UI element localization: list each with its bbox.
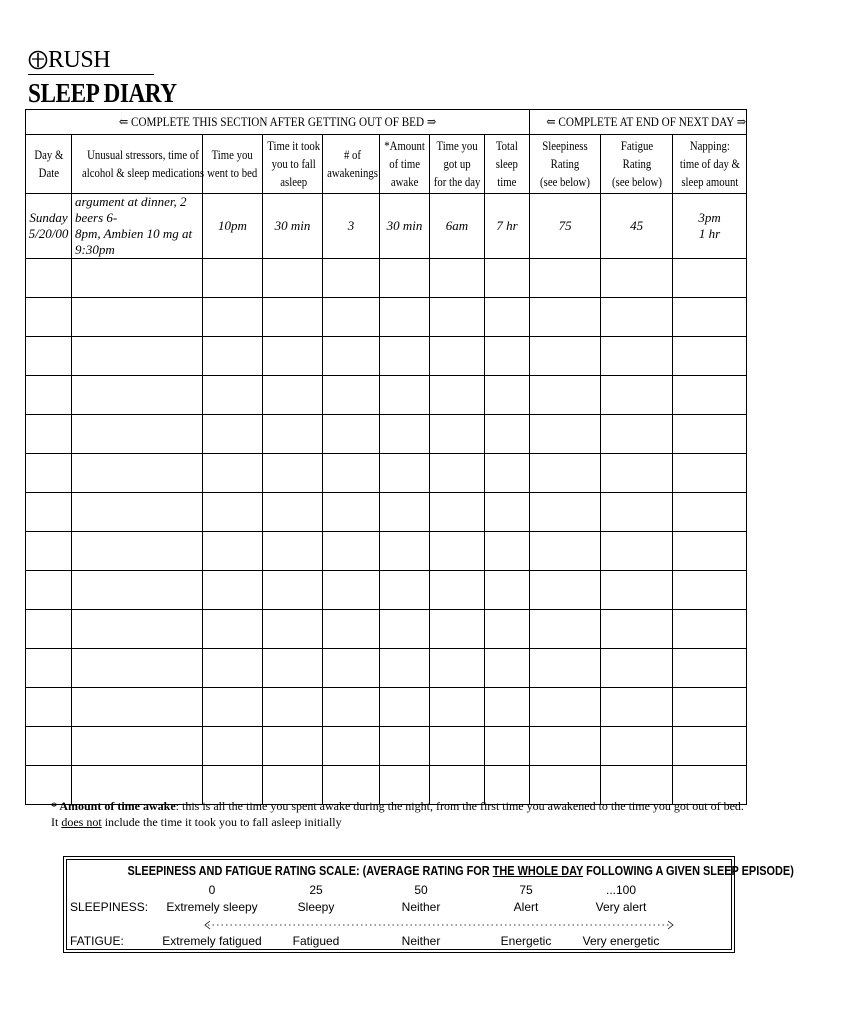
entry-cell[interactable]	[601, 376, 673, 415]
entry-cell[interactable]	[485, 337, 530, 376]
entry-cell[interactable]	[673, 493, 747, 532]
entry-cell[interactable]	[380, 649, 430, 688]
sleep-diary-table	[25, 109, 747, 805]
entry-cell[interactable]	[530, 298, 601, 337]
column-header-3: Time it took you to fall asleep	[263, 135, 323, 194]
rating-scale-box	[63, 856, 794, 953]
entry-cell[interactable]	[485, 532, 530, 571]
entry-cell[interactable]	[263, 376, 323, 415]
entry-cell[interactable]	[263, 532, 323, 571]
entry-cell[interactable]	[263, 337, 323, 376]
page-title: SLEEP DIARY	[28, 78, 177, 108]
column-header-0: Day & Date	[26, 135, 72, 194]
entry-cell[interactable]	[601, 415, 673, 454]
example-day-date: Sunday 5/20/00	[26, 194, 72, 259]
example-row	[26, 194, 747, 259]
entry-cell[interactable]	[203, 376, 263, 415]
example-awakenings: 3	[323, 194, 380, 259]
example-awake-amount: 30 min	[380, 194, 430, 259]
entry-cell[interactable]	[323, 259, 380, 298]
entry-cell[interactable]	[673, 571, 747, 610]
entry-cell[interactable]	[380, 337, 430, 376]
entry-cell[interactable]	[485, 727, 530, 766]
column-header-6: Time you got up for the day	[430, 135, 485, 194]
entry-cell[interactable]	[323, 337, 380, 376]
fatigue-label: FATIGUE:	[70, 934, 124, 948]
entry-cell[interactable]	[530, 493, 601, 532]
column-header-1: Unusual stressors, time of alcohol & sleep medications	[72, 135, 203, 194]
entry-cell[interactable]	[26, 610, 72, 649]
entry-cell[interactable]	[263, 415, 323, 454]
footnote-text: : this is all the time you spent awake during the night, from the first time you awakened to the time you got out of bed. It	[51, 799, 744, 829]
section-next-day: ⇐ COMPLETE AT END OF NEXT DAY ⇒	[530, 110, 747, 135]
entry-cell[interactable]	[263, 259, 323, 298]
entry-cell[interactable]	[323, 610, 380, 649]
entry-cell[interactable]	[380, 259, 430, 298]
logo-text: RUSH	[48, 47, 111, 73]
entry-cell[interactable]	[203, 532, 263, 571]
entry-cell[interactable]	[485, 610, 530, 649]
entry-cell[interactable]	[26, 727, 72, 766]
entry-cell[interactable]	[203, 415, 263, 454]
footnote	[51, 798, 746, 830]
entry-cell[interactable]	[323, 493, 380, 532]
sleepiness-25: Sleepy	[297, 900, 335, 914]
column-header-5: *Amount of time awake	[380, 135, 430, 194]
entry-cell[interactable]	[530, 727, 601, 766]
entry-cell[interactable]	[430, 493, 485, 532]
entry-cell[interactable]	[485, 259, 530, 298]
entry-cell[interactable]	[530, 688, 601, 727]
entry-cell[interactable]	[673, 532, 747, 571]
fatigue-100: Very energetic	[582, 934, 660, 948]
entry-cell[interactable]	[380, 298, 430, 337]
entry-cell[interactable]	[380, 610, 430, 649]
entry-cell[interactable]	[601, 454, 673, 493]
entry-cell[interactable]	[323, 298, 380, 337]
entry-cell[interactable]	[673, 415, 747, 454]
entry-cell[interactable]	[530, 571, 601, 610]
entry-cell[interactable]	[263, 610, 323, 649]
entry-cell[interactable]	[530, 415, 601, 454]
example-napping: 3pm 1 hr	[673, 194, 747, 259]
entry-cell[interactable]	[263, 493, 323, 532]
entry-cell[interactable]	[673, 259, 747, 298]
entry-cell[interactable]	[430, 571, 485, 610]
entry-cell[interactable]	[26, 649, 72, 688]
entry-cell[interactable]	[72, 493, 203, 532]
entry-cell[interactable]	[430, 376, 485, 415]
entry-cell[interactable]	[26, 532, 72, 571]
entry-cell[interactable]	[323, 532, 380, 571]
footnote-text-end: include the time it took you to fall asleep initially	[101, 815, 342, 829]
entry-cell[interactable]	[26, 337, 72, 376]
entry-cell[interactable]	[601, 259, 673, 298]
entry-cell[interactable]	[72, 337, 203, 376]
entry-cell[interactable]	[323, 415, 380, 454]
entry-cell[interactable]	[203, 298, 263, 337]
section-header-row	[26, 110, 747, 135]
example-bed-time: 10pm	[203, 194, 263, 259]
entry-cell[interactable]	[26, 415, 72, 454]
entry-cell[interactable]	[530, 454, 601, 493]
sleepiness-75: Alert	[513, 900, 539, 914]
entry-cell[interactable]	[323, 571, 380, 610]
entry-cell[interactable]	[673, 727, 747, 766]
scale-arrow-icon	[204, 920, 674, 930]
entry-cell[interactable]	[430, 415, 485, 454]
entry-cell[interactable]	[26, 454, 72, 493]
entry-cell[interactable]	[601, 532, 673, 571]
blank-entry-rows	[26, 259, 747, 805]
entry-cell[interactable]	[601, 688, 673, 727]
entry-cell[interactable]	[430, 727, 485, 766]
fatigue-75: Energetic	[500, 934, 552, 948]
blank-row	[26, 298, 747, 337]
entry-cell[interactable]	[380, 571, 430, 610]
entry-cell[interactable]	[203, 493, 263, 532]
entry-cell[interactable]	[430, 259, 485, 298]
blank-row	[26, 337, 747, 376]
entry-cell[interactable]	[323, 376, 380, 415]
entry-cell[interactable]	[485, 415, 530, 454]
footnote-emphasis: does not	[61, 815, 102, 829]
column-header-8: Sleepiness Rating (see below)	[530, 135, 601, 194]
entry-cell[interactable]	[380, 376, 430, 415]
fatigue-50: Neither	[401, 934, 441, 948]
entry-cell[interactable]	[430, 337, 485, 376]
entry-cell[interactable]	[601, 493, 673, 532]
blank-row	[26, 532, 747, 571]
entry-cell[interactable]	[203, 259, 263, 298]
entry-cell[interactable]	[380, 688, 430, 727]
scale-number-50: 50	[414, 883, 428, 897]
column-header-2: Time you went to bed	[203, 135, 263, 194]
entry-cell[interactable]	[430, 532, 485, 571]
entry-cell[interactable]	[601, 610, 673, 649]
entry-cell[interactable]	[530, 337, 601, 376]
entry-cell[interactable]	[72, 532, 203, 571]
entry-cell[interactable]	[485, 493, 530, 532]
column-header-9: Fatigue Rating (see below)	[601, 135, 673, 194]
blank-row	[26, 649, 747, 688]
entry-cell[interactable]	[485, 298, 530, 337]
entry-cell[interactable]	[530, 532, 601, 571]
entry-cell[interactable]	[673, 610, 747, 649]
entry-cell[interactable]	[263, 688, 323, 727]
entry-cell[interactable]	[72, 649, 203, 688]
entry-cell[interactable]	[323, 454, 380, 493]
example-total-sleep: 7 hr	[485, 194, 530, 259]
entry-cell[interactable]	[263, 571, 323, 610]
example-fall-asleep: 30 min	[263, 194, 323, 259]
entry-cell[interactable]	[485, 649, 530, 688]
rating-scale-title: SLEEPINESS AND FATIGUE RATING SCALE: (AVERAGE RATING FOR THE WHOLE DAY FOLLOWING A GIVEN SLEEP EPISODE)	[127, 863, 794, 878]
entry-cell[interactable]	[530, 649, 601, 688]
entry-cell[interactable]	[673, 454, 747, 493]
entry-cell[interactable]	[601, 337, 673, 376]
entry-cell[interactable]	[203, 688, 263, 727]
entry-cell[interactable]	[673, 298, 747, 337]
entry-cell[interactable]	[380, 727, 430, 766]
example-sleepiness: 75	[530, 194, 601, 259]
footnote-label: * Amount of time awake	[51, 799, 176, 813]
example-fatigue: 45	[601, 194, 673, 259]
sleepiness-0: Extremely sleepy	[166, 900, 258, 914]
entry-cell[interactable]	[203, 727, 263, 766]
entry-cell[interactable]	[430, 610, 485, 649]
entry-cell[interactable]	[380, 493, 430, 532]
entry-cell[interactable]	[430, 649, 485, 688]
scale-number-75: 75	[519, 883, 533, 897]
example-stressors: argument at dinner, 2 beers 6- 8pm, Ambien 10 mg at 9:30pm	[72, 194, 203, 259]
entry-cell[interactable]	[601, 649, 673, 688]
scale-number-25: 25	[309, 883, 323, 897]
entry-cell[interactable]	[673, 688, 747, 727]
entry-cell[interactable]	[430, 454, 485, 493]
entry-cell[interactable]	[485, 688, 530, 727]
entry-cell[interactable]	[485, 571, 530, 610]
entry-cell[interactable]	[263, 298, 323, 337]
entry-cell[interactable]	[323, 727, 380, 766]
example-got-up: 6am	[430, 194, 485, 259]
blank-row	[26, 376, 747, 415]
entry-cell[interactable]	[380, 454, 430, 493]
fatigue-0: Extremely fatigued	[162, 934, 262, 948]
entry-cell[interactable]	[26, 298, 72, 337]
entry-cell[interactable]	[26, 571, 72, 610]
entry-cell[interactable]	[530, 376, 601, 415]
entry-cell[interactable]	[601, 727, 673, 766]
scale-number-0: 0	[208, 883, 216, 897]
entry-cell[interactable]	[203, 337, 263, 376]
column-header-7: Total sleep time	[485, 135, 530, 194]
rush-logo	[28, 48, 154, 75]
entry-cell[interactable]	[72, 610, 203, 649]
fatigue-25: Fatigued	[292, 934, 340, 948]
blank-row	[26, 259, 747, 298]
section-after-bed: ⇐ COMPLETE THIS SECTION AFTER GETTING OUT OF BED ⇒	[26, 110, 530, 135]
entry-cell[interactable]	[530, 610, 601, 649]
entry-cell[interactable]	[203, 649, 263, 688]
blank-row	[26, 415, 747, 454]
blank-row	[26, 688, 747, 727]
entry-cell[interactable]	[323, 688, 380, 727]
rush-emblem-icon	[28, 50, 48, 70]
sleepiness-50: Neither	[401, 900, 441, 914]
entry-cell[interactable]	[673, 649, 747, 688]
entry-cell[interactable]	[72, 415, 203, 454]
scale-number-100: ...100	[605, 883, 637, 897]
blank-row	[26, 493, 747, 532]
entry-cell[interactable]	[26, 376, 72, 415]
sleepiness-label: SLEEPINESS:	[70, 900, 149, 914]
blank-row	[26, 727, 747, 766]
column-header-4: # of awakenings	[323, 135, 380, 194]
entry-cell[interactable]	[430, 688, 485, 727]
entry-cell[interactable]	[72, 376, 203, 415]
entry-cell[interactable]	[323, 649, 380, 688]
entry-cell[interactable]	[263, 649, 323, 688]
entry-cell[interactable]	[380, 415, 430, 454]
entry-cell[interactable]	[203, 454, 263, 493]
entry-cell[interactable]	[203, 571, 263, 610]
entry-cell[interactable]	[26, 688, 72, 727]
entry-cell[interactable]	[485, 454, 530, 493]
entry-cell[interactable]	[72, 571, 203, 610]
entry-cell[interactable]	[673, 376, 747, 415]
entry-cell[interactable]	[26, 493, 72, 532]
blank-row	[26, 454, 747, 493]
entry-cell[interactable]	[263, 727, 323, 766]
entry-cell[interactable]	[72, 298, 203, 337]
column-header-row	[26, 135, 747, 194]
entry-cell[interactable]	[203, 610, 263, 649]
entry-cell[interactable]	[26, 259, 72, 298]
entry-cell[interactable]	[380, 532, 430, 571]
entry-cell[interactable]	[601, 298, 673, 337]
entry-cell[interactable]	[530, 259, 601, 298]
blank-row	[26, 610, 747, 649]
entry-cell[interactable]	[72, 727, 203, 766]
sleepiness-100: Very alert	[595, 900, 647, 914]
entry-cell[interactable]	[263, 454, 323, 493]
entry-cell[interactable]	[485, 376, 530, 415]
entry-cell[interactable]	[601, 571, 673, 610]
blank-row	[26, 571, 747, 610]
entry-cell[interactable]	[430, 298, 485, 337]
entry-cell[interactable]	[72, 688, 203, 727]
column-header-10: Napping: time of day & sleep amount	[673, 135, 747, 194]
entry-cell[interactable]	[673, 337, 747, 376]
entry-cell[interactable]	[72, 454, 203, 493]
entry-cell[interactable]	[72, 259, 203, 298]
